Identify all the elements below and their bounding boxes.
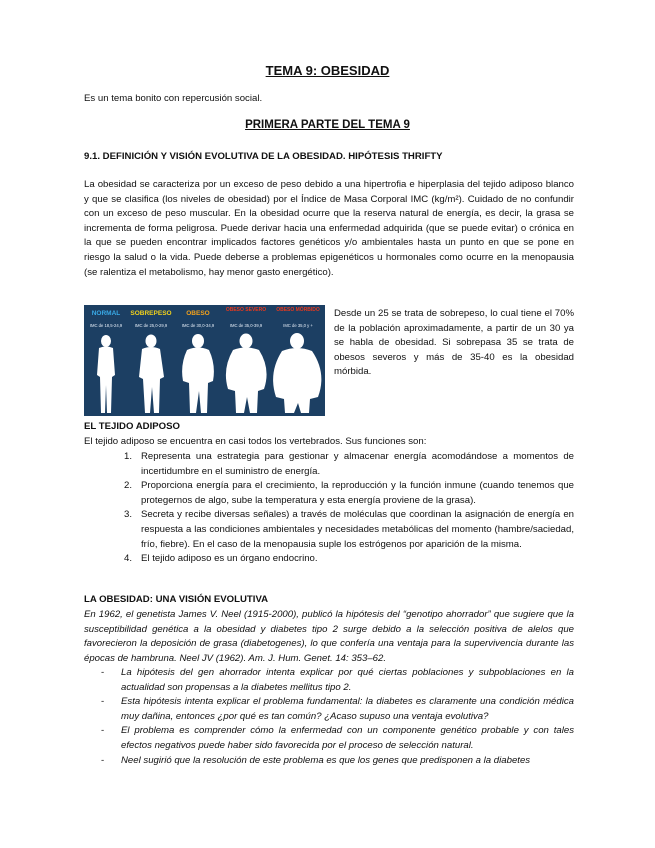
figure-range-normal: IMC de 18,5-24,9 <box>89 323 123 328</box>
figure-label-obeso-severo: OBESO SEVERO <box>225 307 267 313</box>
list-text: Neel sugirió que la resolución de este problema es que los genes que predisponen a la diabetes <box>121 754 531 766</box>
list-number: 1. <box>124 451 133 462</box>
list-dash: - <box>101 754 105 766</box>
figure-label-obeso: OBESO <box>186 310 210 317</box>
figure-range-obeso-severo: IMC de 35,0-39,9 <box>229 323 263 328</box>
figure-label-normal: NORMAL <box>91 310 121 317</box>
list-text: El problema es comprender cómo la enfermedad con un componente genético probable y con tales efectos negativos puede haber sido favorecida por el proceso de selección natural. <box>121 725 574 751</box>
bmi-description: Desde un 25 se trata de sobrepeso, lo cual tiene el 70% de la población aproximadamente, a partir de un 30 ya se habla de obesidad. Si sobrepasa 35 se trata de obesos severos y más de 35-40 es la obesidad mórbida. <box>334 308 574 378</box>
list-number: 3. <box>124 509 133 521</box>
adipose-intro: El tejido adiposo se encuentra en casi todos los vertebrados. Sus funciones son: <box>84 436 427 447</box>
list-dash: - <box>101 696 105 708</box>
list-text: Proporciona energía para el crecimiento, la reproducción y la función inmune (cuando tenemos que protegernos de algo, sube la temperatura y esta energía proviene de la grasa). <box>141 480 574 506</box>
list-text: Secreta y recibe diversas señales) a través de moléculas que coordinan la asignación de energía en respuesta a las condiciones ambientales y necesidades metabólicas del momento (hambre/saciedad, frío, fiebre). En el caso de la menopausia suple los estrógenos por aparición de la misma. <box>141 509 574 550</box>
list-item <box>84 754 574 769</box>
list-item <box>84 508 574 552</box>
adipose-functions-list <box>84 450 574 567</box>
figure-range-sobrepeso: IMC de 25,0-29,9 <box>134 323 168 328</box>
list-item <box>84 724 574 753</box>
silhouette-sobrepeso <box>139 335 164 414</box>
adipose-heading: EL TEJIDO ADIPOSO <box>84 421 180 432</box>
intro-text: Es un tema bonito con repercusión social. <box>84 93 263 104</box>
silhouette-obeso-morbido <box>273 333 321 413</box>
list-text: Esta hipótesis intenta explicar el problema fundamental: la diabetes es claramente una condición médica muy dañina, entonces ¿por qué es tan común? ¿Acaso supuso una ventaja evolutiva? <box>121 696 574 722</box>
list-dash: - <box>101 725 105 737</box>
list-item <box>84 666 574 695</box>
silhouette-obeso <box>182 334 214 413</box>
list-text: La hipótesis del gen ahorrador intenta explicar por qué ciertas poblaciones y subpoblaciones en la actualidad son propensas a la diabetes mellitus tipo 2. <box>121 667 574 693</box>
figure-range-obeso-morbido: IMC de 35,0 y + <box>283 323 313 328</box>
list-item <box>84 479 574 508</box>
body-silhouettes <box>84 305 325 416</box>
list-number: 2. <box>124 480 133 492</box>
part-heading: PRIMERA PARTE DEL TEMA 9 <box>245 119 410 131</box>
figure-label-obeso-morbido: OBESO MÓRBIDO <box>276 307 320 313</box>
evolution-paragraph: En 1962, el genetista James V. Neel (1915-2000), publicó la hipótesis del “genotipo ahorrador” que sugiere que la susceptibilidad genética a la obesidad y diabetes tipo 2 surge debido a la selección positiva de alelos que favorecieron la deposición de grasa (diabetogenes), lo que confería una ventaja para la supervivencia durante las épocas de hambruna. Neel JV (1962). Am. J. Hum. Genet. 14: 353–62. <box>84 609 574 664</box>
silhouette-obeso-severo <box>226 334 267 414</box>
definition-paragraph: La obesidad se caracteriza por un exceso de peso debido a una hipertrofia e hiperplasia del tejido adiposo blanco y que se clasifica (los niveles de obesidad) por el Índice de Masa Corporal IMC (kg/m²). Cuidado de no confundir con un exceso de peso muscular. En la obesidad ocurre que la reserva natural de energía, es decir, la grasa se incrementa de forma peligrosa. Puede derivar hacia una enfermedad adquirida (que se puede evitar) o crónica en la que se pueden encontrar implicados factores genéticos y/o ambientales hasta un punto en que se pone en riesgo la salud o la vida. Puede deberse a problemas epigenéticos u hormonales como ocurre en la menopausia (se ralentiza el metabolismo, hay menor gasto energético). <box>84 179 574 278</box>
section-heading: 9.1. DEFINICIÓN Y VISIÓN EVOLUTIVA DE LA OBESIDAD. HIPÓTESIS THRIFTY <box>84 151 443 162</box>
silhouette-normal <box>97 335 115 413</box>
list-item <box>84 695 574 724</box>
figure-range-obeso: IMC de 30,0-34,9 <box>181 323 215 328</box>
bmi-figure <box>84 305 325 416</box>
list-text: Representa una estrategia para gestionar y almacenar energía acomodándose a momentos de incertidumbre en el suministro de energía. <box>141 451 574 477</box>
page-title: TEMA 9: OBESIDAD <box>265 63 390 78</box>
evolution-points-list <box>84 666 574 768</box>
list-number: 4. <box>124 553 133 565</box>
list-dash: - <box>101 667 105 678</box>
evolution-heading: LA OBESIDAD: UNA VISIÓN EVOLUTIVA <box>84 594 269 605</box>
list-item <box>84 552 574 567</box>
figure-label-sobrepeso: SOBREPESO <box>130 310 172 317</box>
list-text: El tejido adiposo es un órgano endocrino. <box>141 553 318 565</box>
list-item <box>84 450 574 479</box>
